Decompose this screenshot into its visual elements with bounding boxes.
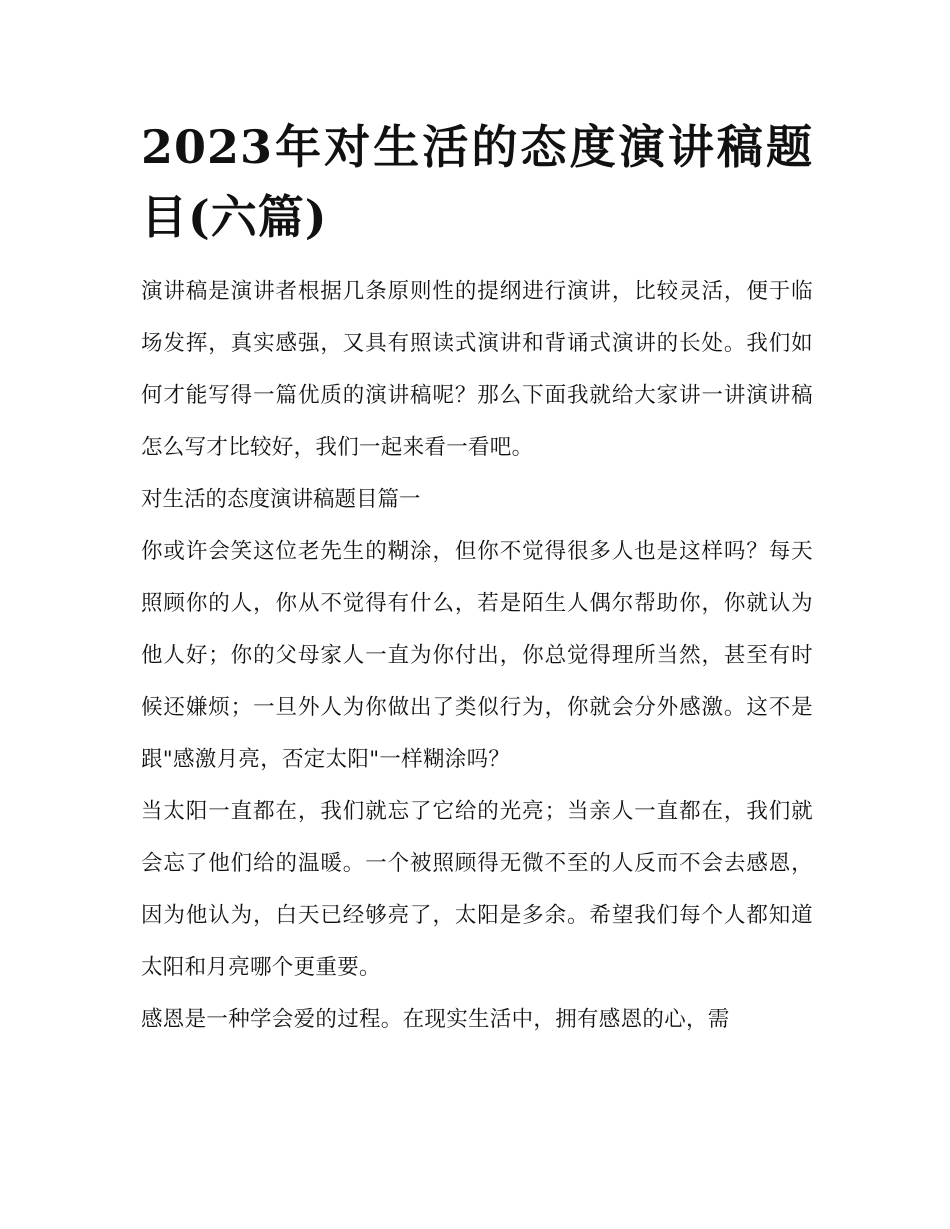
body-paragraph: 感恩是一种学会爱的过程。在现实生活中，拥有感恩的心，需 [141,1007,730,1032]
document-title: 2023年对生活的态度演讲稿题目(六篇) [141,120,813,244]
body-paragraph: 你或许会笑这位老先生的糊涂，但你不觉得很多人也是这样吗？每天照顾你的人，你从不觉得有什么，若是陌生人偶尔帮助你，你就认为他人好；你的父母家人一直为你付出，你总觉得理所当然，甚至有时候还嫌烦；一旦外人为你做出了类似行为，你就会分外感激。这不是跟"感激月亮，否定太阳"一样糊涂吗？ [141,539,813,772]
document-page [141,112,813,1046]
intro-paragraph: 演讲稿是演讲者根据几条原则性的提纲进行演讲，比较灵活，便于临场发挥，真实感强，又具有照读式演讲和背诵式演讲的长处。我们如何才能写得一篇优质的演讲稿呢？那么下面我就给大家讲一讲演讲稿怎么写才比较好，我们一起来看一看吧。 [141,279,813,460]
section-heading: 对生活的态度演讲稿题目篇一 [141,487,421,512]
body-paragraph: 当太阳一直都在，我们就忘了它给的光亮；当亲人一直都在，我们就会忘了他们给的温暖。一个被照顾得无微不至的人反而不会去感恩，因为他认为，白天已经够亮了，太阳是多余。希望我们每个人都知道太阳和月亮哪个更重要。 [141,799,813,980]
